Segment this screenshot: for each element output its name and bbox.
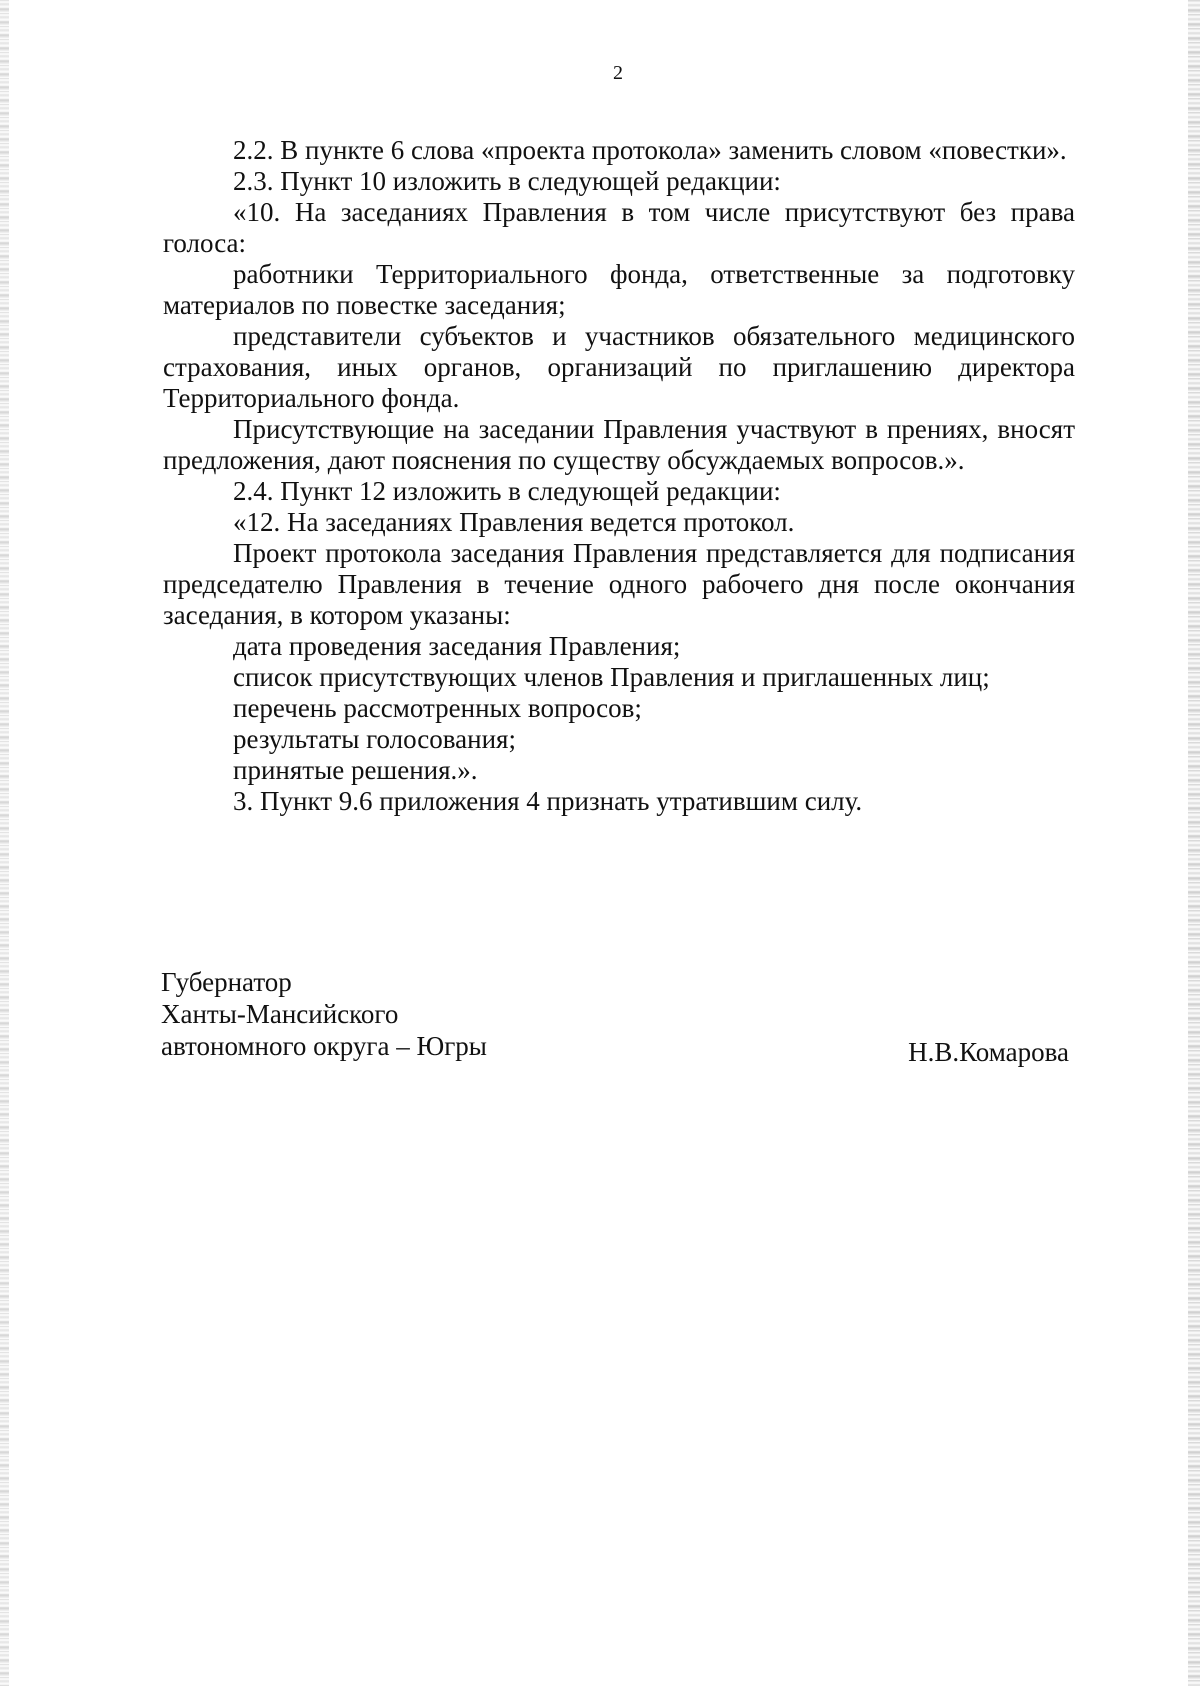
list-item-decisions: принятые решения.». bbox=[233, 755, 478, 785]
signature-title-block bbox=[161, 966, 487, 1062]
paragraph-2-2: 2.2. В пункте 6 слова «проекта протокола» заменить словом «повестки». bbox=[233, 135, 1067, 165]
signature-title-line: автономного округа – Югры bbox=[161, 1031, 487, 1061]
paragraph-protocol-draft: Проект протокола заседания Правления представляется для подписания председателю Правления в течение одного рабочего дня после окончания заседания, в котором указаны: bbox=[163, 538, 1075, 630]
signature-title-line: Губернатор bbox=[161, 967, 292, 997]
scan-edge-left bbox=[0, 0, 9, 1686]
document-body bbox=[163, 135, 1075, 817]
list-item-date: дата проведения заседания Правления; bbox=[233, 631, 681, 661]
signature-title-line: Ханты-Мансийского bbox=[161, 999, 399, 1029]
paragraph-representatives: представители субъектов и участников обязательного медицинского страхования, иных органов, организаций по приглашению директора Территориального фонда. bbox=[163, 321, 1075, 413]
list-item-questions: перечень рассмотренных вопросов; bbox=[233, 693, 642, 723]
paragraph-2-4: 2.4. Пункт 12 изложить в следующей редакции: bbox=[233, 476, 781, 506]
paragraph-item-10: «10. На заседаниях Правления в том числе присутствуют без права голоса: bbox=[163, 197, 1075, 258]
paragraph-2-3: 2.3. Пункт 10 изложить в следующей редакции: bbox=[233, 166, 781, 196]
paragraph-attendees: Присутствующие на заседании Правления участвуют в прениях, вносят предложения, дают пояснения по существу обсуждаемых вопросов.». bbox=[163, 414, 1075, 475]
paragraph-workers: работники Территориального фонда, ответственные за подготовку материалов по повестке заседания; bbox=[163, 259, 1075, 320]
list-item-voting: результаты голосования; bbox=[233, 724, 516, 754]
signer-name: Н.В.Комарова bbox=[908, 1037, 1069, 1067]
paragraph-3: 3. Пункт 9.6 приложения 4 признать утратившим силу. bbox=[233, 786, 863, 816]
paragraph-item-12: «12. На заседаниях Правления ведется протокол. bbox=[233, 507, 795, 537]
scan-edge-right bbox=[1188, 0, 1200, 1686]
page-number: 2 bbox=[613, 62, 623, 84]
list-item-attendees: список присутствующих членов Правления и приглашенных лиц; bbox=[233, 662, 990, 692]
